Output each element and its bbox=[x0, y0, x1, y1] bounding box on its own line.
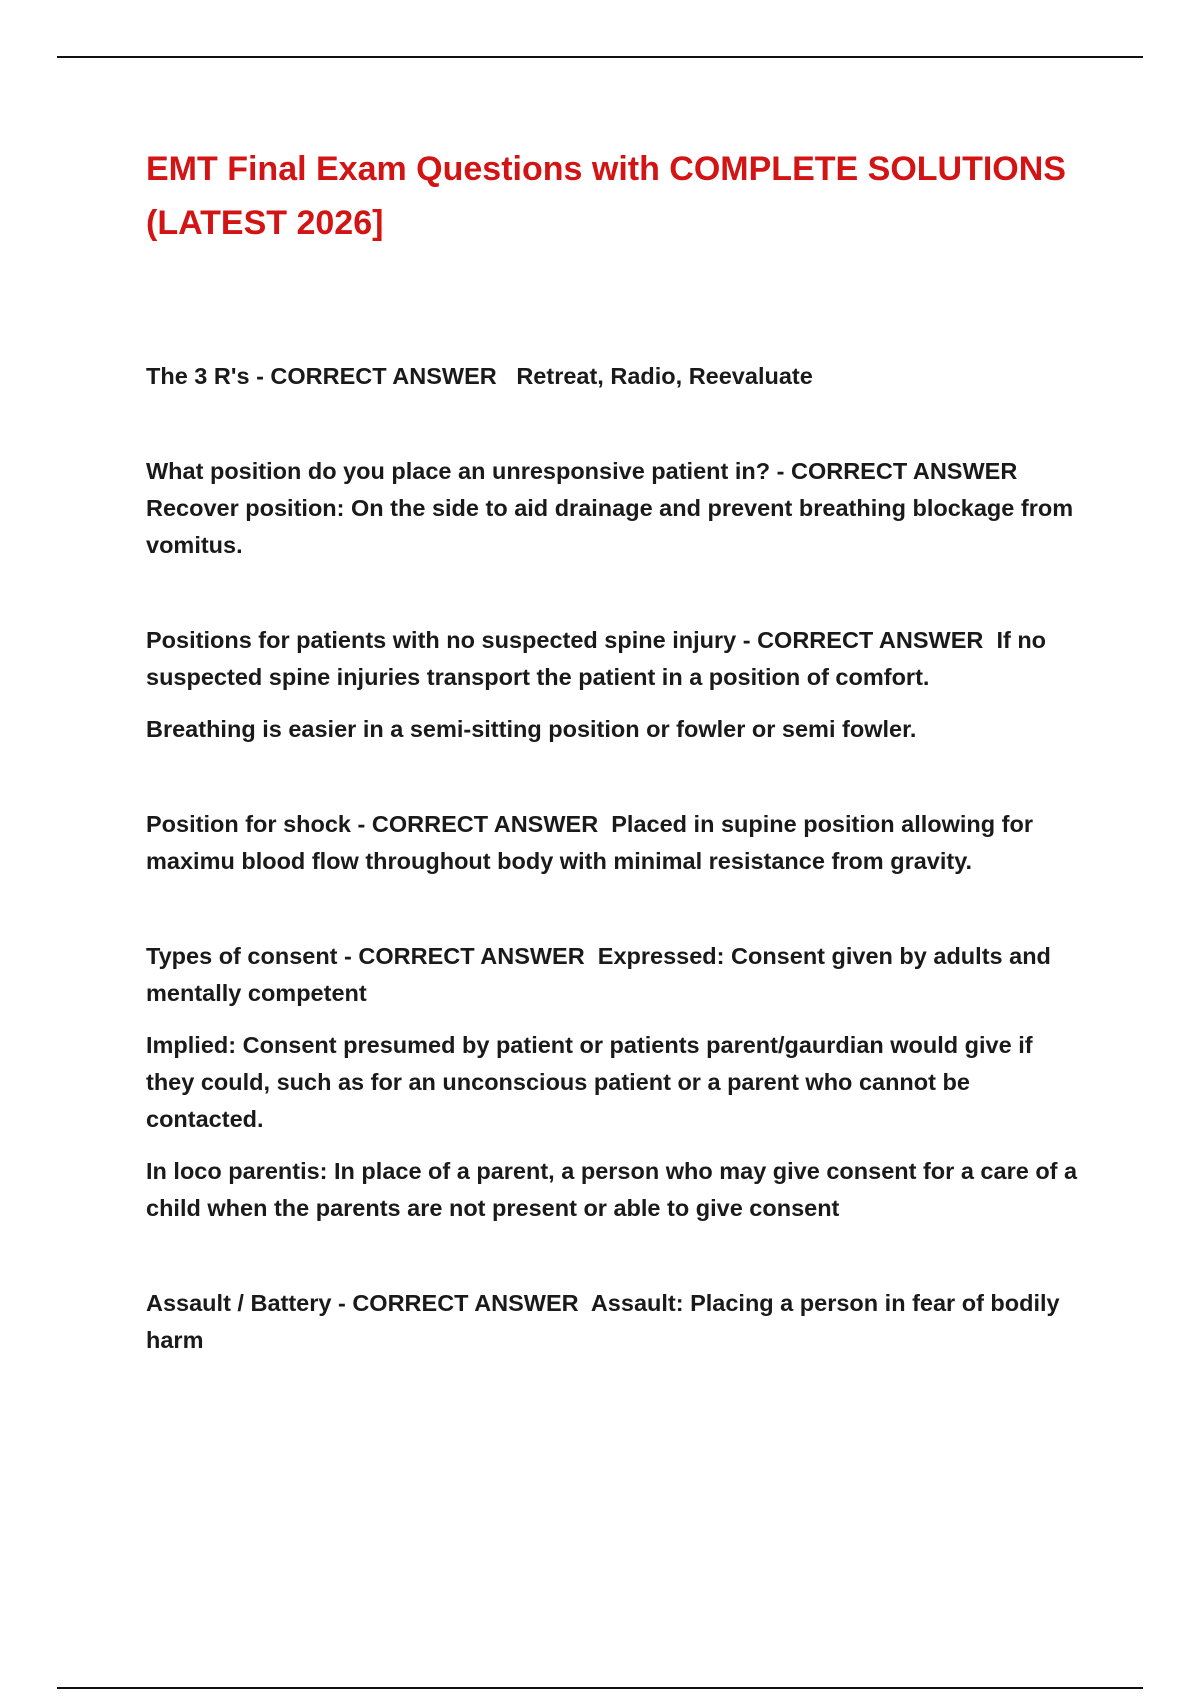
qa-answer-marker: - CORRECT ANSWER bbox=[256, 363, 497, 389]
qa-list bbox=[146, 358, 1086, 1359]
qa-answer-continuation: In loco parentis: In place of a parent, a person who may give consent for a care of a child when the parents are not present or able to give consent bbox=[146, 1158, 1078, 1221]
document-body bbox=[146, 142, 1086, 1417]
qa-item bbox=[146, 358, 1086, 395]
document-title: EMT Final Exam Questions with COMPLETE SOLUTIONS (LATEST 2026] bbox=[146, 150, 1066, 242]
qa-question: Position for shock bbox=[146, 811, 351, 837]
qa-paragraph bbox=[146, 622, 1086, 696]
qa-question: Types of consent bbox=[146, 943, 338, 969]
qa-item bbox=[146, 1285, 1086, 1359]
qa-question: What position do you place an unresponsive patient in? bbox=[146, 458, 771, 484]
qa-answer: Recover position: On the side to aid drainage and prevent breathing blockage from vomitus. bbox=[146, 495, 1074, 558]
qa-answer-marker: - CORRECT ANSWER bbox=[337, 1290, 579, 1316]
qa-item bbox=[146, 938, 1086, 1227]
qa-answer: Expressed: Consent given by adults and mentally competent bbox=[146, 943, 1051, 1006]
qa-answer-marker: - CORRECT ANSWER bbox=[776, 458, 1018, 484]
qa-answer: Retreat, Radio, Reevaluate bbox=[516, 363, 813, 389]
qa-paragraph bbox=[146, 938, 1086, 1012]
qa-answer: Assault: Placing a person in fear of bodily harm bbox=[146, 1290, 1060, 1353]
qa-question: Assault / Battery bbox=[146, 1290, 332, 1316]
qa-question: The 3 R's bbox=[146, 363, 250, 389]
qa-item bbox=[146, 622, 1086, 748]
qa-paragraph bbox=[146, 1285, 1086, 1359]
qa-answer-marker: - CORRECT ANSWER bbox=[357, 811, 599, 837]
qa-answer-marker: - CORRECT ANSWER bbox=[742, 627, 984, 653]
qa-answer: If no suspected spine injuries transport the patient in a position of comfort. bbox=[146, 627, 1047, 690]
footer-rule bbox=[57, 1687, 1143, 1689]
qa-answer-continuation: Breathing is easier in a semi-sitting position or fowler or semi fowler. bbox=[146, 716, 917, 742]
qa-question: Positions for patients with no suspected spine injury bbox=[146, 627, 737, 653]
qa-paragraph bbox=[146, 453, 1086, 564]
qa-paragraph bbox=[146, 806, 1086, 880]
qa-answer-continuation: Implied: Consent presumed by patient or patients parent/gaurdian would give if they could, such as for an unconscious patient or a parent who cannot be contacted. bbox=[146, 1032, 1033, 1132]
qa-answer: Placed in supine position allowing for maximu blood flow throughout body with minimal resistance from gravity. bbox=[146, 811, 1033, 874]
qa-item bbox=[146, 453, 1086, 564]
qa-item bbox=[146, 806, 1086, 880]
qa-answer-marker: - CORRECT ANSWER bbox=[344, 943, 585, 969]
qa-paragraph bbox=[146, 358, 1086, 395]
header-rule bbox=[57, 56, 1143, 58]
